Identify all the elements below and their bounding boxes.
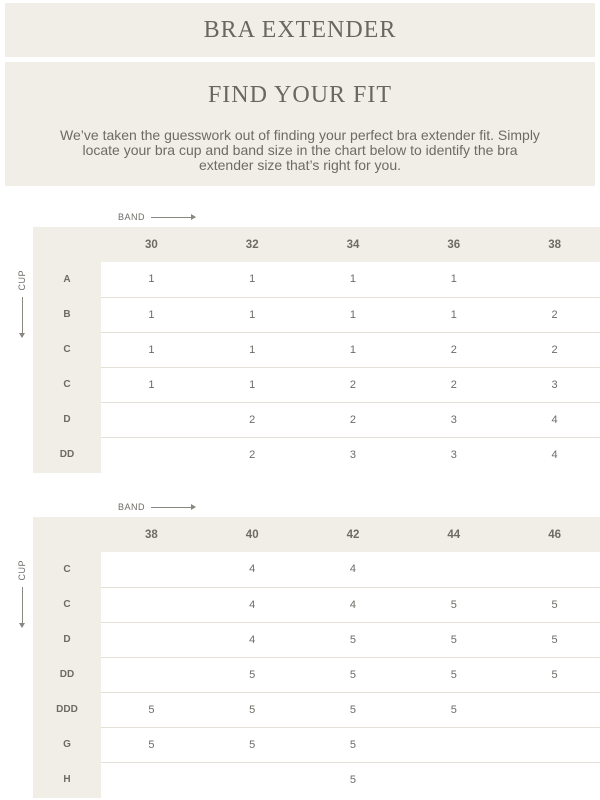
extender-size-cell: 2 [303, 367, 404, 402]
table-row [33, 332, 600, 367]
band-axis-label-2 [118, 502, 195, 512]
extender-size-cell: 4 [303, 552, 404, 587]
extender-size-cell: 1 [202, 367, 303, 402]
table-row [33, 692, 600, 727]
band-label-text: BAND [118, 212, 146, 222]
band-label-text: BAND [118, 502, 146, 512]
table-row [33, 437, 600, 472]
extender-size-cell: 5 [504, 587, 600, 622]
intro-banner [5, 62, 595, 186]
extender-size-cell: 5 [504, 622, 600, 657]
extender-size-cell [403, 552, 504, 587]
right-arrow-icon [151, 507, 195, 508]
extender-size-cell: 1 [101, 367, 202, 402]
band-size-header: 32 [202, 227, 303, 262]
extender-size-cell: 2 [504, 297, 600, 332]
extender-size-cell: 5 [101, 692, 202, 727]
cup-label-text: CUP [17, 560, 27, 581]
extender-size-cell [504, 262, 600, 297]
extender-size-cell: 1 [303, 297, 404, 332]
table-row [33, 727, 600, 762]
extender-size-cell: 1 [303, 332, 404, 367]
band-size-header: 36 [403, 227, 504, 262]
cup-size-header: C [33, 552, 101, 587]
extender-size-cell: 4 [202, 587, 303, 622]
extender-size-cell: 2 [202, 437, 303, 472]
cup-axis-label-1 [13, 270, 31, 337]
band-header-row [33, 227, 600, 262]
cup-label-text: CUP [17, 270, 27, 291]
cup-size-header: G [33, 727, 101, 762]
extender-size-cell: 5 [202, 727, 303, 762]
extender-size-cell [101, 657, 202, 692]
cup-size-header: C [33, 587, 101, 622]
band-size-header: 30 [101, 227, 202, 262]
table-row [33, 657, 600, 692]
down-arrow-icon [22, 297, 23, 337]
cup-size-header: DD [33, 437, 101, 472]
cup-size-header: C [33, 332, 101, 367]
band-axis-label-1 [118, 212, 195, 222]
size-chart-1 [33, 227, 600, 473]
cup-axis-label-2 [13, 560, 31, 627]
band-header-row [33, 517, 600, 552]
extender-size-cell: 5 [403, 657, 504, 692]
extender-size-cell: 3 [403, 437, 504, 472]
size-chart-2 [33, 517, 600, 798]
extender-size-cell: 2 [504, 332, 600, 367]
band-size-header: 38 [504, 227, 600, 262]
intro-heading: FIND YOUR FIT [207, 82, 393, 108]
band-size-header: 34 [303, 227, 404, 262]
title-banner [5, 3, 595, 57]
extender-size-cell: 4 [504, 437, 600, 472]
extender-size-cell: 1 [202, 297, 303, 332]
extender-size-cell: 5 [303, 727, 404, 762]
extender-size-cell: 4 [202, 622, 303, 657]
extender-size-cell: 5 [303, 762, 404, 797]
extender-size-cell: 5 [202, 657, 303, 692]
extender-size-cell [504, 727, 600, 762]
cup-size-header: D [33, 402, 101, 437]
extender-size-cell: 1 [403, 262, 504, 297]
intro-text: We’ve taken the guesswork out of finding your perfect bra extender fit. Simply locate your bra cup and band size in the chart below to identify the bra extender size that’s right for you. [60, 127, 540, 173]
cup-size-header: B [33, 297, 101, 332]
extender-size-cell: 5 [403, 622, 504, 657]
extender-size-cell [101, 402, 202, 437]
extender-size-cell: 5 [403, 692, 504, 727]
band-size-header: 42 [303, 517, 404, 552]
extender-size-cell: 5 [303, 692, 404, 727]
extender-size-cell: 1 [101, 297, 202, 332]
band-size-header: 44 [403, 517, 504, 552]
cup-size-header: A [33, 262, 101, 297]
extender-size-cell: 5 [303, 622, 404, 657]
extender-size-cell: 5 [303, 657, 404, 692]
down-arrow-icon [22, 587, 23, 627]
table-row [33, 297, 600, 332]
extender-size-cell: 3 [403, 402, 504, 437]
cup-size-header: D [33, 622, 101, 657]
cup-size-header: H [33, 762, 101, 797]
table-row [33, 587, 600, 622]
cup-size-header: C [33, 367, 101, 402]
extender-size-cell: 3 [303, 437, 404, 472]
extender-size-cell: 5 [504, 657, 600, 692]
extender-size-cell: 2 [303, 402, 404, 437]
extender-size-cell [202, 762, 303, 797]
extender-size-cell: 4 [504, 402, 600, 437]
extender-size-cell: 5 [403, 587, 504, 622]
extender-size-cell: 2 [202, 402, 303, 437]
extender-size-cell: 1 [202, 262, 303, 297]
extender-size-cell [504, 762, 600, 797]
extender-size-cell: 1 [101, 262, 202, 297]
extender-size-cell [101, 622, 202, 657]
cup-size-header: DDD [33, 692, 101, 727]
extender-size-cell: 4 [303, 587, 404, 622]
extender-size-cell: 1 [101, 332, 202, 367]
extender-size-cell: 2 [403, 332, 504, 367]
table-row [33, 762, 600, 797]
page-title: BRA EXTENDER [203, 17, 397, 43]
extender-size-cell [403, 762, 504, 797]
extender-size-cell [403, 727, 504, 762]
extender-size-cell [101, 437, 202, 472]
table-row [33, 622, 600, 657]
extender-size-cell: 3 [504, 367, 600, 402]
corner-cell [33, 517, 101, 552]
extender-size-cell [101, 587, 202, 622]
extender-size-cell [101, 762, 202, 797]
extender-size-cell: 4 [202, 552, 303, 587]
extender-size-cell: 5 [202, 692, 303, 727]
extender-size-cell: 1 [303, 262, 404, 297]
extender-size-cell: 1 [403, 297, 504, 332]
corner-cell [33, 227, 101, 262]
table-row [33, 552, 600, 587]
table-row [33, 262, 600, 297]
band-size-header: 40 [202, 517, 303, 552]
extender-size-cell: 2 [403, 367, 504, 402]
extender-size-cell [504, 692, 600, 727]
right-arrow-icon [151, 217, 195, 218]
table-row [33, 402, 600, 437]
extender-size-cell: 1 [202, 332, 303, 367]
cup-size-header: DD [33, 657, 101, 692]
table-row [33, 367, 600, 402]
band-size-header: 38 [101, 517, 202, 552]
band-size-header: 46 [504, 517, 600, 552]
extender-size-cell: 5 [101, 727, 202, 762]
extender-size-cell [101, 552, 202, 587]
extender-size-cell [504, 552, 600, 587]
